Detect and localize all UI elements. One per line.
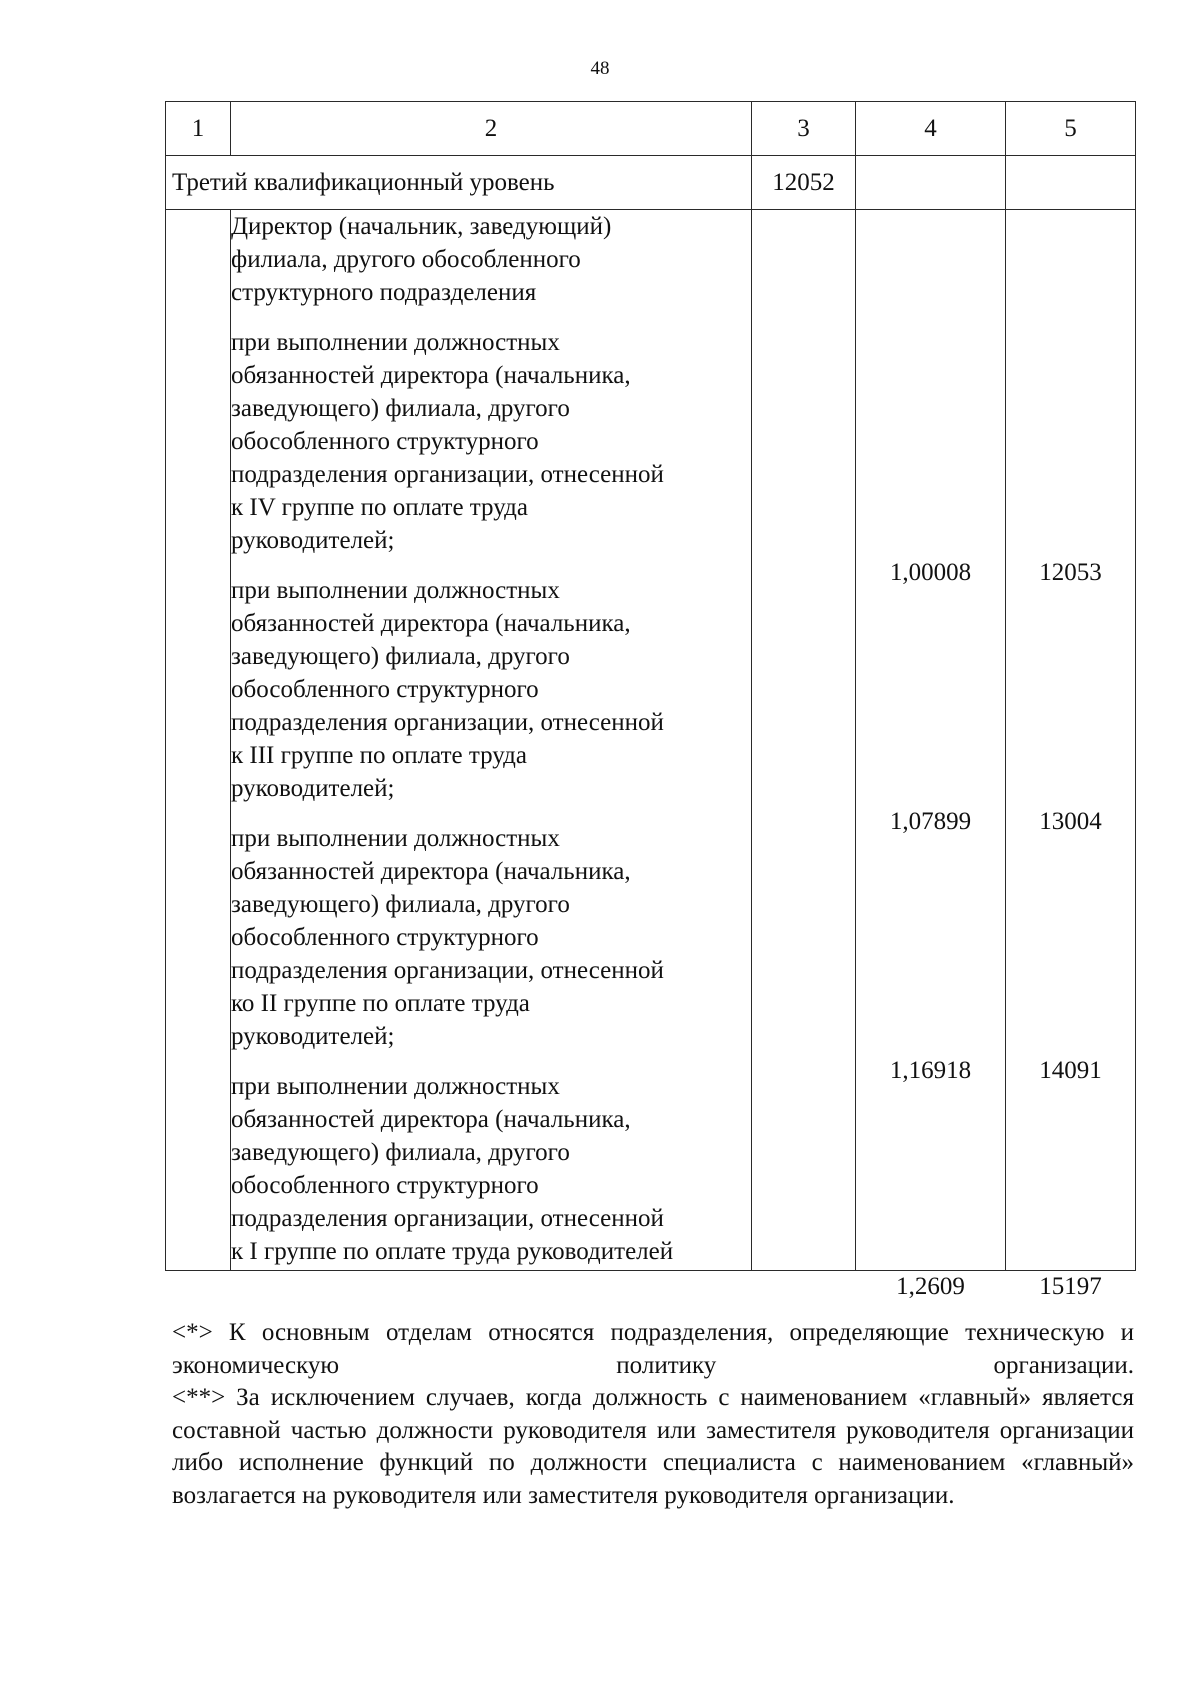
salary-table: [165, 101, 1136, 1300]
condition-text: [231, 822, 751, 1053]
text-line: заведующего) филиала, другого: [231, 643, 570, 670]
text-line: обособленного структурного: [231, 676, 539, 703]
condition-text: [231, 1070, 751, 1268]
text-line: обособленного структурного: [231, 428, 539, 455]
position-row: [166, 210, 1136, 1271]
text-line: при выполнении должностных: [231, 577, 560, 604]
text-line: ко II группе по оплате труда: [231, 990, 530, 1017]
text-line: руководителей;: [231, 775, 395, 802]
salary-column: [1006, 210, 1136, 1300]
empty-cell: [1006, 156, 1136, 210]
header-cell: 4: [856, 102, 1006, 156]
text-line: подразделения организации, отнесенной: [231, 1205, 664, 1232]
text-line: обособленного структурного: [231, 924, 539, 951]
table-header-row: [166, 102, 1136, 156]
base-salary: 12052: [752, 156, 856, 210]
text-line: обособленного структурного: [231, 1172, 539, 1199]
text-line: подразделения организации, отнесенной: [231, 957, 664, 984]
text-line: к I группе по оплате труда руководителей: [231, 1238, 674, 1265]
salary-value: 15197: [1039, 1273, 1102, 1300]
text-line: структурного подразделения: [231, 279, 537, 306]
salary-value: 14091: [1039, 1057, 1102, 1084]
footnote-main-departments: <*> К основным отделам относятся подразделения, определяющие техническую и экономическую политику организации.: [172, 1319, 1134, 1379]
footnote-chief-position: <**> За исключением случаев, когда должность с наименованием «главный» является составной частью должности руководителя или заместителя руководителя организации либо исполнение функций по должности специалиста с наименованием «главный» возлагается на руководителя или заместителя руководителя организации.: [172, 1384, 1134, 1509]
text-line: заведующего) филиала, другого: [231, 395, 570, 422]
coefficient-value: 1,16918: [889, 1057, 972, 1084]
text-line: Директор (начальник, заведующий): [231, 213, 612, 240]
text-line: к III группе по оплате труда: [231, 742, 527, 769]
empty-cell: [752, 210, 856, 1271]
salary-value: 13004: [1039, 808, 1102, 835]
text-line: руководителей;: [231, 1023, 395, 1050]
text-line: при выполнении должностных: [231, 329, 560, 356]
condition-text: [231, 326, 751, 557]
position-description: [231, 210, 752, 1271]
empty-cell: [856, 156, 1006, 210]
position-title: [231, 210, 751, 309]
text-line: филиала, другого обособленного: [231, 246, 581, 273]
coefficient-value: 1,07899: [889, 808, 972, 835]
header-cell: 3: [752, 102, 856, 156]
text-line: заведующего) филиала, другого: [231, 891, 570, 918]
text-line: при выполнении должностных: [231, 825, 560, 852]
page-number: 48: [590, 58, 610, 79]
header-cell: 2: [231, 102, 752, 156]
text-line: при выполнении должностных: [231, 1073, 560, 1100]
coefficient-value: 1,2609: [896, 1273, 965, 1300]
qualification-level-title: Третий квалификационный уровень: [166, 156, 752, 210]
text-line: обязанностей директора (начальника,: [231, 858, 631, 885]
header-cell: 1: [166, 102, 231, 156]
empty-cell: [166, 210, 231, 1271]
text-line: обязанностей директора (начальника,: [231, 1106, 631, 1133]
coefficient-column: [856, 210, 1006, 1300]
salary-value: 12053: [1039, 559, 1102, 586]
text-line: обязанностей директора (начальника,: [231, 610, 631, 637]
footnotes: [172, 1317, 1134, 1512]
text-line: обязанностей директора (начальника,: [231, 362, 631, 389]
coefficient-value: 1,00008: [889, 559, 972, 586]
text-line: руководителей;: [231, 527, 395, 554]
condition-text: [231, 574, 751, 805]
text-line: подразделения организации, отнесенной: [231, 461, 664, 488]
text-line: подразделения организации, отнесенной: [231, 709, 664, 736]
header-cell: 5: [1006, 102, 1136, 156]
qualification-level-row: [166, 156, 1136, 210]
text-line: к IV группе по оплате труда: [231, 494, 528, 521]
text-line: заведующего) филиала, другого: [231, 1139, 570, 1166]
